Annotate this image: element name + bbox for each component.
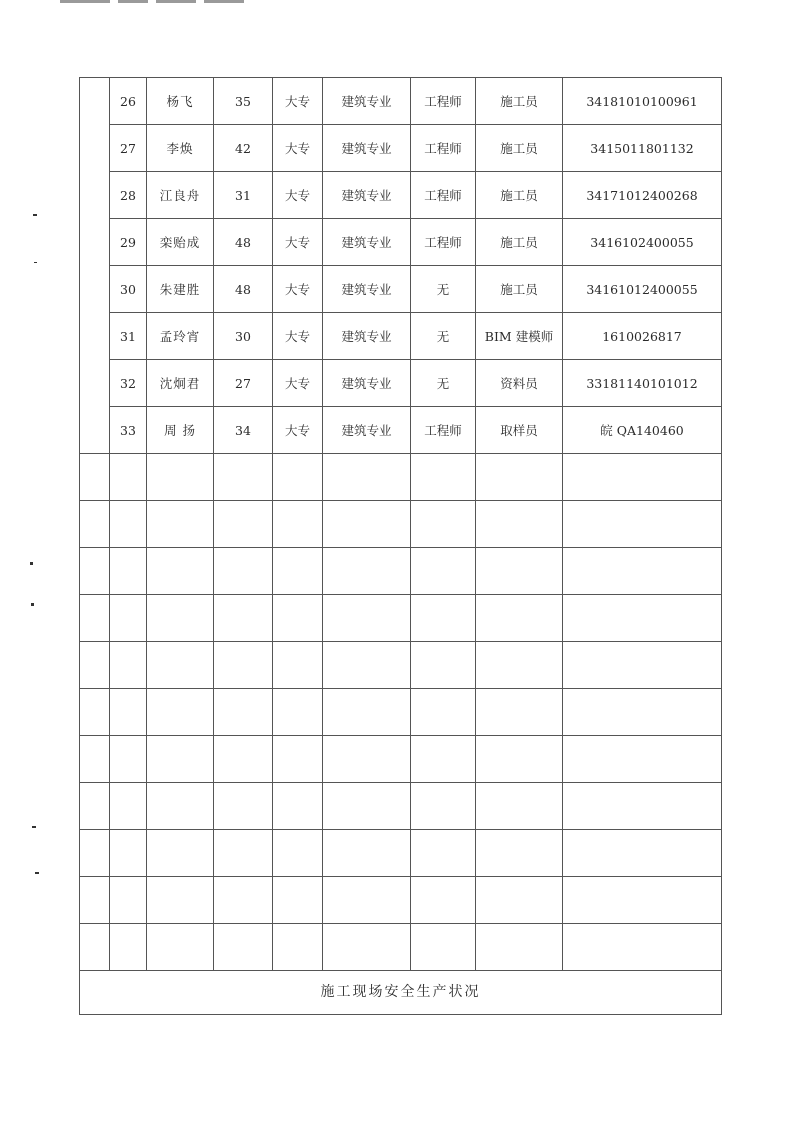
person-position: 施工员: [476, 78, 563, 125]
empty-cell: [411, 548, 476, 595]
empty-cell: [476, 736, 563, 783]
empty-cell: [411, 689, 476, 736]
empty-cell: [476, 454, 563, 501]
empty-cell: [80, 924, 110, 971]
person-education: 大专: [273, 360, 323, 407]
empty-cell: [110, 501, 147, 548]
person-major: 建筑专业: [323, 360, 411, 407]
empty-cell: [214, 830, 273, 877]
person-name: 李焕: [147, 125, 214, 172]
empty-cell: [110, 642, 147, 689]
empty-cell: [411, 924, 476, 971]
person-cert: 33181140101012: [563, 360, 722, 407]
empty-row: [80, 501, 722, 548]
person-education: 大专: [273, 266, 323, 313]
person-age: 42: [214, 125, 273, 172]
empty-row: [80, 924, 722, 971]
person-position: BIM 建模师: [476, 313, 563, 360]
person-position: 施工员: [476, 266, 563, 313]
empty-cell: [80, 501, 110, 548]
person-cert: 3416102400055: [563, 219, 722, 266]
empty-cell: [214, 783, 273, 830]
empty-cell: [563, 877, 722, 924]
empty-cell: [323, 830, 411, 877]
empty-cell: [147, 736, 214, 783]
empty-cell: [476, 548, 563, 595]
empty-cell: [563, 642, 722, 689]
empty-cell: [273, 783, 323, 830]
empty-row: [80, 454, 722, 501]
person-major: 建筑专业: [323, 172, 411, 219]
empty-cell: [411, 454, 476, 501]
person-age: 30: [214, 313, 273, 360]
table-row: [80, 78, 722, 125]
empty-cell: [147, 501, 214, 548]
table-row: [80, 219, 722, 266]
scan-speck: [34, 262, 37, 263]
safety-status-heading: 施工现场安全生产状况: [80, 971, 722, 1015]
scan-speck: [30, 562, 33, 565]
person-position: 施工员: [476, 172, 563, 219]
empty-cell: [80, 642, 110, 689]
empty-cell: [563, 501, 722, 548]
empty-cell: [476, 642, 563, 689]
row-number: 28: [110, 172, 147, 219]
person-name: 孟玲宵: [147, 313, 214, 360]
empty-cell: [563, 736, 722, 783]
person-major: 建筑专业: [323, 266, 411, 313]
person-title: 工程师: [411, 172, 476, 219]
person-age: 27: [214, 360, 273, 407]
empty-cell: [110, 736, 147, 783]
person-title: 工程师: [411, 125, 476, 172]
person-education: 大专: [273, 78, 323, 125]
empty-cell: [273, 689, 323, 736]
empty-cell: [80, 548, 110, 595]
person-name: 江良舟: [147, 172, 214, 219]
person-education: 大专: [273, 125, 323, 172]
empty-cell: [323, 595, 411, 642]
empty-cell: [80, 689, 110, 736]
person-major: 建筑专业: [323, 219, 411, 266]
empty-cell: [214, 689, 273, 736]
empty-cell: [323, 924, 411, 971]
scan-artifact: [60, 0, 280, 4]
empty-cell: [411, 595, 476, 642]
person-title: 工程师: [411, 78, 476, 125]
empty-cell: [273, 830, 323, 877]
person-education: 大专: [273, 313, 323, 360]
empty-cell: [110, 454, 147, 501]
person-cert: 34161012400055: [563, 266, 722, 313]
person-name: 朱建胜: [147, 266, 214, 313]
empty-cell: [411, 501, 476, 548]
empty-cell: [476, 595, 563, 642]
person-position: 施工员: [476, 125, 563, 172]
person-cert: 皖 QA140460: [563, 407, 722, 454]
empty-cell: [214, 548, 273, 595]
empty-cell: [110, 548, 147, 595]
empty-cell: [273, 642, 323, 689]
person-cert: 3415011801132: [563, 125, 722, 172]
empty-cell: [273, 501, 323, 548]
row-number: 33: [110, 407, 147, 454]
person-cert: 34181010100961: [563, 78, 722, 125]
empty-row: [80, 877, 722, 924]
empty-row: [80, 595, 722, 642]
side-category-cell: [80, 78, 110, 454]
row-number: 29: [110, 219, 147, 266]
empty-cell: [80, 877, 110, 924]
person-age: 31: [214, 172, 273, 219]
empty-cell: [147, 595, 214, 642]
empty-cell: [147, 924, 214, 971]
empty-cell: [323, 783, 411, 830]
empty-cell: [147, 454, 214, 501]
empty-row: [80, 689, 722, 736]
empty-cell: [110, 783, 147, 830]
empty-cell: [563, 924, 722, 971]
person-title: 工程师: [411, 407, 476, 454]
person-major: 建筑专业: [323, 78, 411, 125]
empty-cell: [273, 454, 323, 501]
person-name: 周 扬: [147, 407, 214, 454]
person-name: 杨飞: [147, 78, 214, 125]
empty-cell: [80, 454, 110, 501]
empty-cell: [476, 830, 563, 877]
empty-cell: [411, 783, 476, 830]
empty-row: [80, 548, 722, 595]
empty-cell: [273, 924, 323, 971]
empty-cell: [80, 736, 110, 783]
person-age: 35: [214, 78, 273, 125]
person-name: 沈炯君: [147, 360, 214, 407]
empty-cell: [411, 642, 476, 689]
table-row: [80, 172, 722, 219]
empty-cell: [273, 877, 323, 924]
person-major: 建筑专业: [323, 407, 411, 454]
empty-cell: [147, 830, 214, 877]
empty-cell: [563, 783, 722, 830]
table-row: [80, 313, 722, 360]
empty-cell: [214, 642, 273, 689]
person-age: 48: [214, 266, 273, 313]
empty-cell: [214, 924, 273, 971]
empty-cell: [147, 877, 214, 924]
empty-cell: [147, 783, 214, 830]
empty-cell: [214, 595, 273, 642]
row-number: 31: [110, 313, 147, 360]
empty-row: [80, 736, 722, 783]
row-number: 26: [110, 78, 147, 125]
empty-cell: [110, 595, 147, 642]
table-row: [80, 125, 722, 172]
empty-cell: [80, 783, 110, 830]
empty-cell: [323, 454, 411, 501]
empty-cell: [563, 595, 722, 642]
row-number: 32: [110, 360, 147, 407]
personnel-table: [79, 77, 722, 1015]
person-cert: 1610026817: [563, 313, 722, 360]
person-age: 34: [214, 407, 273, 454]
empty-cell: [214, 736, 273, 783]
scan-speck: [31, 603, 34, 606]
empty-cell: [323, 736, 411, 783]
person-position: 资料员: [476, 360, 563, 407]
empty-cell: [323, 548, 411, 595]
scan-speck: [33, 214, 37, 216]
footer-row: [80, 971, 722, 1015]
empty-cell: [563, 548, 722, 595]
empty-cell: [214, 454, 273, 501]
person-age: 48: [214, 219, 273, 266]
person-position: 取样员: [476, 407, 563, 454]
empty-cell: [476, 689, 563, 736]
empty-row: [80, 830, 722, 877]
empty-cell: [476, 501, 563, 548]
person-major: 建筑专业: [323, 125, 411, 172]
person-title: 无: [411, 266, 476, 313]
person-major: 建筑专业: [323, 313, 411, 360]
person-cert: 34171012400268: [563, 172, 722, 219]
empty-cell: [323, 501, 411, 548]
empty-cell: [476, 924, 563, 971]
empty-cell: [214, 877, 273, 924]
empty-cell: [147, 642, 214, 689]
person-education: 大专: [273, 172, 323, 219]
person-title: 无: [411, 360, 476, 407]
person-name: 栾贻成: [147, 219, 214, 266]
person-education: 大专: [273, 219, 323, 266]
empty-row: [80, 642, 722, 689]
empty-cell: [110, 689, 147, 736]
empty-row: [80, 783, 722, 830]
person-education: 大专: [273, 407, 323, 454]
row-number: 27: [110, 125, 147, 172]
empty-cell: [110, 877, 147, 924]
empty-cell: [80, 830, 110, 877]
person-title: 工程师: [411, 219, 476, 266]
empty-cell: [273, 736, 323, 783]
empty-cell: [323, 877, 411, 924]
scan-speck: [35, 872, 39, 874]
empty-cell: [273, 548, 323, 595]
empty-cell: [563, 454, 722, 501]
empty-cell: [110, 830, 147, 877]
empty-cell: [563, 689, 722, 736]
empty-cell: [110, 924, 147, 971]
empty-cell: [147, 689, 214, 736]
scan-speck: [32, 826, 36, 828]
empty-cell: [476, 877, 563, 924]
empty-cell: [323, 642, 411, 689]
empty-cell: [411, 830, 476, 877]
empty-cell: [411, 877, 476, 924]
empty-cell: [147, 548, 214, 595]
person-title: 无: [411, 313, 476, 360]
empty-cell: [411, 736, 476, 783]
row-number: 30: [110, 266, 147, 313]
empty-cell: [563, 830, 722, 877]
table-row: [80, 407, 722, 454]
empty-cell: [323, 689, 411, 736]
table-row: [80, 266, 722, 313]
empty-cell: [273, 595, 323, 642]
empty-cell: [214, 501, 273, 548]
person-position: 施工员: [476, 219, 563, 266]
empty-cell: [80, 595, 110, 642]
empty-cell: [476, 783, 563, 830]
table-row: [80, 360, 722, 407]
